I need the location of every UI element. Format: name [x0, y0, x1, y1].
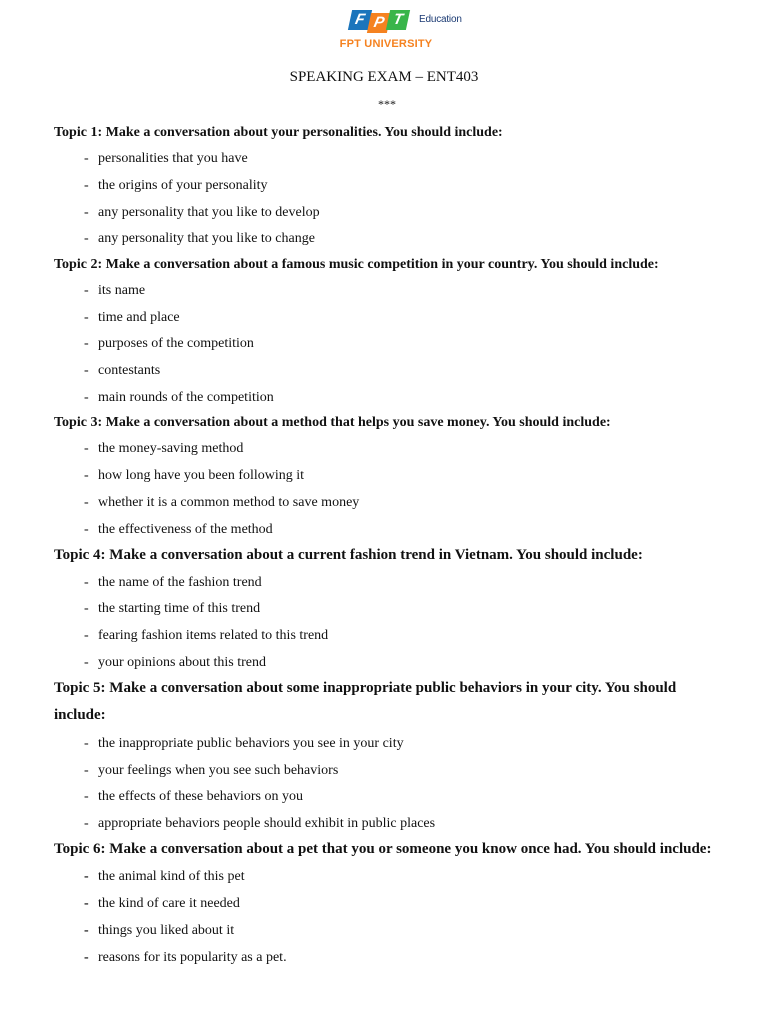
topic-5-item-text: the inappropriate public behaviors you see in your city [98, 736, 404, 751]
topic-5-item-text: the effects of these behaviors on you [98, 789, 304, 804]
bullet-dash: - [84, 736, 89, 751]
topic-6-item-text: things you liked about it [98, 923, 235, 938]
topic-6-item [84, 868, 245, 886]
topic-3-item-text: the money-saving method [98, 441, 244, 456]
topic-2-item-text: purposes of the competition [98, 336, 254, 351]
topic-3-item [84, 440, 243, 458]
topic-1-item-text: any personality that you like to develop [98, 205, 320, 220]
topic-4-item [84, 600, 260, 618]
topic-2-item [84, 335, 254, 353]
topic-2-item [84, 362, 160, 380]
bullet-dash: - [84, 655, 89, 670]
topic-1-item [84, 230, 315, 248]
topic-5-item [84, 762, 338, 780]
topic-5-heading: Topic 5: Make a conversation about some inappropriate public behaviors in your city. You should include: [54, 680, 677, 723]
topic-3-item-text: how long have you been following it [98, 468, 305, 483]
topic-1-item-text: personalities that you have [98, 151, 248, 166]
topic-1-item [84, 204, 320, 222]
topic-2-item-text: contestants [98, 363, 161, 378]
topic-5-item-text: appropriate behaviors people should exhibit in public places [98, 816, 436, 831]
bullet-dash: - [84, 310, 89, 325]
bullet-dash: - [84, 363, 89, 378]
topic-3-item-text: the effectiveness of the method [98, 522, 273, 537]
topic-2-item [84, 309, 180, 327]
logo-letter-t: T [386, 10, 410, 30]
bullet-dash: - [84, 869, 89, 884]
bullet-dash: - [84, 896, 89, 911]
topic-6-item-text: the kind of care it needed [98, 896, 240, 911]
topic-4-item [84, 574, 262, 592]
topic-2-item-text: its name [98, 283, 146, 298]
topic-6-heading: Topic 6: Make a conversation about a pet that you or someone you know once had. You should include: [54, 841, 712, 857]
bullet-dash: - [84, 205, 89, 220]
topic-6-item [84, 895, 240, 913]
topic-4-item [84, 654, 266, 672]
bullet-dash: - [84, 816, 89, 831]
topic-5-item [84, 788, 303, 806]
topic-4-item-text: the name of the fashion trend [98, 575, 262, 590]
bullet-dash: - [84, 763, 89, 778]
logo-letter-p: P [367, 13, 391, 33]
topic-1-heading: Topic 1: Make a conversation about your personalities. You should include: [54, 125, 503, 140]
topic-3-item [84, 521, 273, 539]
topic-2-heading: Topic 2: Make a conversation about a famous music competition in your country. You should include: [54, 257, 659, 272]
topic-2-item-text: time and place [98, 310, 180, 325]
bullet-dash: - [84, 468, 89, 483]
logo-university-text: FPT UNIVERSITY [339, 38, 433, 50]
topic-5-item-text: your feelings when you see such behaviors [98, 763, 339, 778]
topic-1-item-text: the origins of your personality [98, 178, 268, 193]
topic-4-item-text: your opinions about this trend [98, 655, 266, 670]
topic-1-item [84, 177, 268, 195]
bullet-dash: - [84, 283, 89, 298]
topic-6-item [84, 922, 234, 940]
topic-3-item-text: whether it is a common method to save money [98, 495, 360, 510]
title-separator-stars: *** [378, 97, 396, 111]
bullet-dash: - [84, 178, 89, 193]
topic-5-item [84, 735, 404, 753]
topic-4-item-text: the starting time of this trend [98, 601, 261, 616]
bullet-dash: - [84, 495, 89, 510]
logo-letter-f: F [348, 10, 372, 30]
bullet-dash: - [84, 575, 89, 590]
topic-6-item-text: the animal kind of this pet [98, 869, 245, 884]
bullet-dash: - [84, 390, 89, 405]
bullet-dash: - [84, 923, 89, 938]
topic-1-item-text: any personality that you like to change [98, 231, 315, 246]
topic-3-heading: Topic 3: Make a conversation about a method that helps you save money. You should include: [54, 415, 611, 430]
bullet-dash: - [84, 601, 89, 616]
topic-2-item-text: main rounds of the competition [98, 390, 274, 405]
topic-2-item [84, 389, 274, 407]
exam-title: SPEAKING EXAM – ENT403 [289, 69, 479, 85]
topic-1-item [84, 150, 248, 168]
bullet-dash: - [84, 950, 89, 965]
topic-6-item-text: reasons for its popularity as a pet. [98, 950, 287, 965]
topic-5-item [84, 815, 435, 833]
bullet-dash: - [84, 628, 89, 643]
bullet-dash: - [84, 789, 89, 804]
bullet-dash: - [84, 522, 89, 537]
topic-6-item [84, 949, 287, 967]
topic-4-item [84, 627, 328, 645]
topic-4-heading: Topic 4: Make a conversation about a current fashion trend in Vietnam. You should include: [54, 547, 643, 563]
bullet-dash: - [84, 441, 89, 456]
fpt-logo [0, 8, 768, 56]
bullet-dash: - [84, 151, 89, 166]
topic-2-item [84, 282, 145, 300]
topic-4-item-text: fearing fashion items related to this trend [98, 628, 329, 643]
bullet-dash: - [84, 336, 89, 351]
topic-3-item [84, 467, 304, 485]
logo-education-text: Education [419, 14, 462, 25]
bullet-dash: - [84, 231, 89, 246]
topic-3-item [84, 494, 359, 512]
